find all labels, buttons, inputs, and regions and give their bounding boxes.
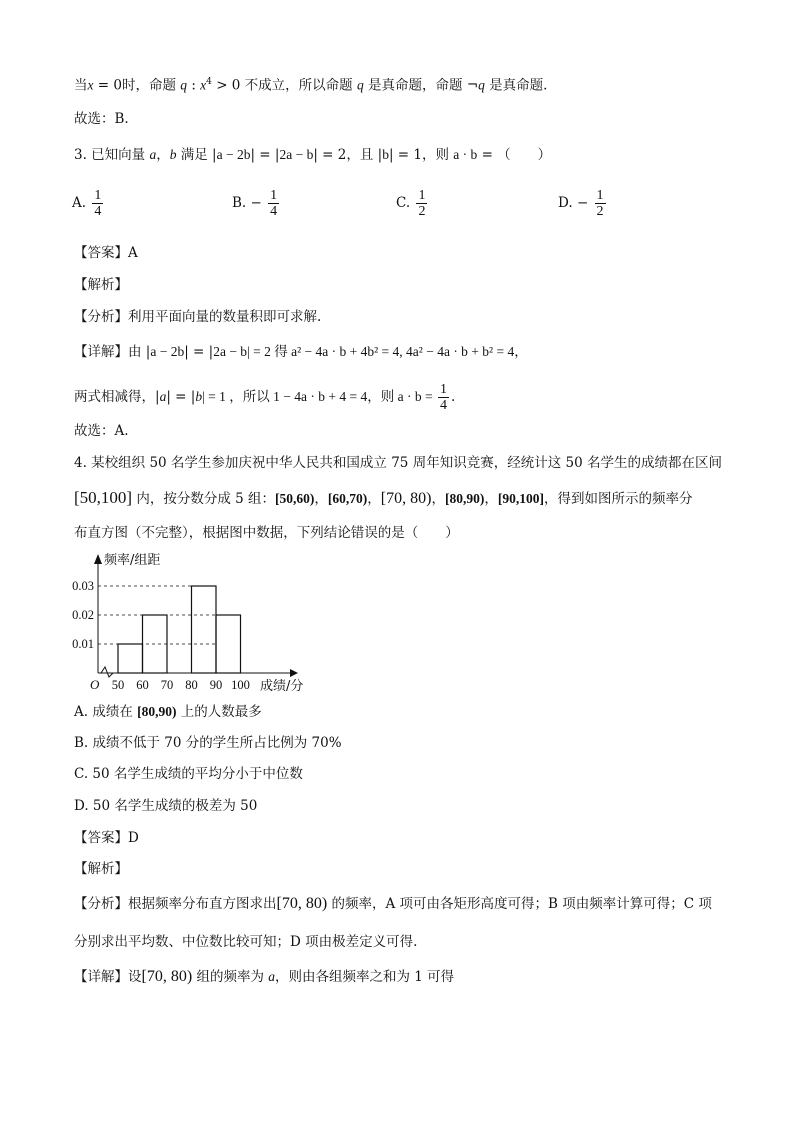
text: A. 成绩在 bbox=[74, 704, 138, 720]
x-tick-label: 50 bbox=[111, 678, 125, 692]
answer-4: 【答案】D bbox=[74, 830, 139, 846]
fraction bbox=[268, 188, 279, 219]
math-expr: 2a − b bbox=[213, 344, 248, 359]
analysis-heading-3: 【解析】 bbox=[74, 277, 128, 293]
fraction bbox=[438, 382, 449, 413]
option-b[interactable] bbox=[232, 188, 281, 219]
text: | = 2，且 | bbox=[313, 147, 383, 163]
x-tick-label: 90 bbox=[209, 678, 223, 692]
text: 【分析】根据频率分布直方图求出 bbox=[74, 896, 277, 912]
question-4-line1: 4. 某校组织 50 名学生参加庆祝中华人民共和国成立 75 周年知识竞赛，经统计这 50 名学生的成绩都在区间 bbox=[74, 455, 722, 471]
denominator: 4 bbox=[439, 398, 447, 413]
text: 是真命题. bbox=[484, 77, 548, 94]
text: . bbox=[450, 389, 456, 405]
histogram-bar bbox=[118, 644, 143, 673]
interval-group-4: [80,90) bbox=[444, 491, 485, 506]
sign: − bbox=[250, 195, 262, 211]
text: > 0 不成立，所以命题 bbox=[211, 77, 357, 94]
question-4-line3: 布直方图（不完整），根据图中数据，下列结论错误的是（ ） bbox=[74, 525, 459, 541]
text: 【详解】由 | bbox=[74, 344, 151, 360]
var-q: q bbox=[180, 77, 188, 93]
numerator: 1 bbox=[94, 188, 102, 203]
x-axis-label: 成绩/分 bbox=[260, 679, 304, 694]
option-letter: D. bbox=[558, 195, 573, 211]
text: 【详解】设 bbox=[74, 969, 142, 985]
denominator: 2 bbox=[596, 204, 604, 219]
text: ， bbox=[431, 491, 445, 507]
var-q: q bbox=[478, 77, 485, 93]
interval: [70, 80) bbox=[276, 895, 328, 912]
option-letter: A. bbox=[72, 195, 87, 211]
interval-group-3: [70, 80) bbox=[380, 490, 432, 507]
option-a[interactable] bbox=[72, 188, 105, 219]
fraction bbox=[595, 188, 606, 219]
y-tick-label: 0.01 bbox=[72, 637, 94, 651]
text: 上的人数最多 bbox=[176, 704, 262, 720]
denominator: 2 bbox=[418, 204, 426, 219]
option-c[interactable] bbox=[396, 188, 429, 219]
analysis-4-line2: 分别求出平均数、中位数比较可知；D 项由极差定义可得. bbox=[74, 934, 418, 950]
text: 是真命题，命题 ¬ bbox=[363, 77, 479, 94]
axis-break bbox=[101, 667, 113, 677]
text: : bbox=[187, 77, 201, 94]
y-axis-arrow bbox=[94, 554, 102, 564]
analysis-3: 【分析】利用平面向量的数量积即可求解. bbox=[74, 309, 322, 325]
choice-statement-1: 故选：B. bbox=[74, 111, 129, 127]
fraction bbox=[416, 188, 427, 219]
detail-3-line1 bbox=[74, 342, 528, 362]
analysis-heading-4: 【解析】 bbox=[74, 861, 128, 877]
y-axis-label: 频率/组距 bbox=[104, 553, 161, 568]
exponent: 4 bbox=[206, 77, 212, 87]
text: ， bbox=[484, 491, 498, 507]
vector-a: a bbox=[159, 389, 167, 404]
text: | = | bbox=[166, 389, 196, 405]
option-letter: C. bbox=[396, 195, 411, 211]
x-axis-arrow bbox=[290, 669, 298, 677]
histogram-bar bbox=[192, 586, 217, 673]
answer-3: 【答案】A bbox=[74, 245, 138, 261]
vector-a: a bbox=[149, 147, 157, 162]
text: | = 1，则 bbox=[388, 147, 454, 163]
x-tick-label: 70 bbox=[160, 678, 174, 692]
option-letter: B. bbox=[232, 195, 247, 211]
x-tick-label: 60 bbox=[136, 678, 149, 692]
interval: [50,100] bbox=[74, 488, 133, 507]
text: ，则由各组频率之和为 1 可得 bbox=[275, 969, 455, 985]
option-4c[interactable]: C. 50 名学生成绩的平均分小于中位数 bbox=[74, 766, 303, 782]
math-expr: | = 2 得 a² − 4a · b + 4b² = 4, 4a² − 4a · b + b² = 4， bbox=[247, 344, 528, 359]
numerator: 1 bbox=[418, 188, 426, 203]
var-a: a bbox=[268, 969, 275, 984]
text: ， bbox=[314, 491, 328, 507]
text-line-conclusion bbox=[74, 72, 547, 96]
math-expr: a − 2b bbox=[150, 344, 185, 359]
text: 3. 已知向量 bbox=[74, 147, 150, 163]
text: | = | bbox=[250, 147, 280, 163]
math-expr: b bbox=[382, 147, 389, 162]
origin-label: O bbox=[90, 677, 100, 692]
text: = （ ） bbox=[477, 147, 552, 163]
text: ， bbox=[156, 147, 170, 163]
numerator: 1 bbox=[270, 188, 278, 203]
text: 两式相减得，| bbox=[74, 389, 160, 405]
math-expr: | = 1 ，所以 1 − 4a · b + 4 = 4，则 a · b = bbox=[202, 389, 436, 404]
interval: [70, 80) bbox=[141, 968, 193, 985]
denominator: 4 bbox=[94, 204, 102, 219]
var-x: x bbox=[200, 77, 207, 93]
question-3-stem bbox=[74, 145, 551, 165]
interval-group-5: [90,100] bbox=[497, 491, 544, 506]
denominator: 4 bbox=[270, 204, 278, 219]
detail-3-line2 bbox=[74, 382, 455, 413]
option-4d[interactable]: D. 50 名学生成绩的极差为 50 bbox=[74, 798, 258, 814]
text: 内，按分数分成 5 组： bbox=[132, 491, 276, 507]
choice-statement-3: 故选：A. bbox=[74, 423, 129, 439]
sign: − bbox=[576, 195, 589, 211]
text: | = | bbox=[184, 344, 214, 360]
text: 当 bbox=[74, 77, 88, 94]
fraction bbox=[92, 188, 103, 219]
math-expr: a − 2b bbox=[216, 147, 251, 162]
x-tick-label: 100 bbox=[231, 678, 250, 692]
interval-group-1: [50,60) bbox=[275, 491, 315, 506]
text: ， bbox=[367, 491, 381, 507]
text: 的频率，A 项可由各矩形高度可得；B 项由频率计算可得；C 项 bbox=[327, 896, 712, 912]
frequency-histogram bbox=[68, 548, 328, 696]
numerator: 1 bbox=[439, 382, 447, 397]
numerator: 1 bbox=[596, 188, 604, 203]
var-q: q bbox=[356, 77, 364, 93]
y-tick-label: 0.02 bbox=[72, 608, 94, 622]
text: 满足 | bbox=[176, 147, 217, 163]
option-4b[interactable]: B. 成绩不低于 70 分的学生所占比例为 70% bbox=[74, 735, 342, 751]
question-4-line2 bbox=[74, 488, 692, 509]
math-expr: 2a − b bbox=[279, 147, 314, 162]
vector-b: b bbox=[169, 147, 177, 162]
var-x: x bbox=[87, 77, 94, 93]
text: = 0时，命题 bbox=[93, 77, 181, 94]
analysis-4-line1 bbox=[74, 894, 712, 914]
option-4a[interactable] bbox=[74, 702, 262, 722]
vector-b: b bbox=[195, 389, 203, 404]
x-tick-label: 80 bbox=[185, 678, 198, 692]
interval-group-2: [60,70) bbox=[327, 491, 368, 506]
math-expr: a · b bbox=[453, 147, 478, 162]
histogram-bar bbox=[216, 615, 241, 673]
text: 组的频率为 bbox=[192, 969, 269, 985]
interval: [80,90) bbox=[137, 704, 177, 719]
detail-4-line1 bbox=[74, 967, 454, 987]
y-tick-label: 0.03 bbox=[72, 579, 94, 593]
text: ，得到如图所示的频率分 bbox=[543, 491, 693, 507]
option-d[interactable] bbox=[558, 188, 608, 219]
